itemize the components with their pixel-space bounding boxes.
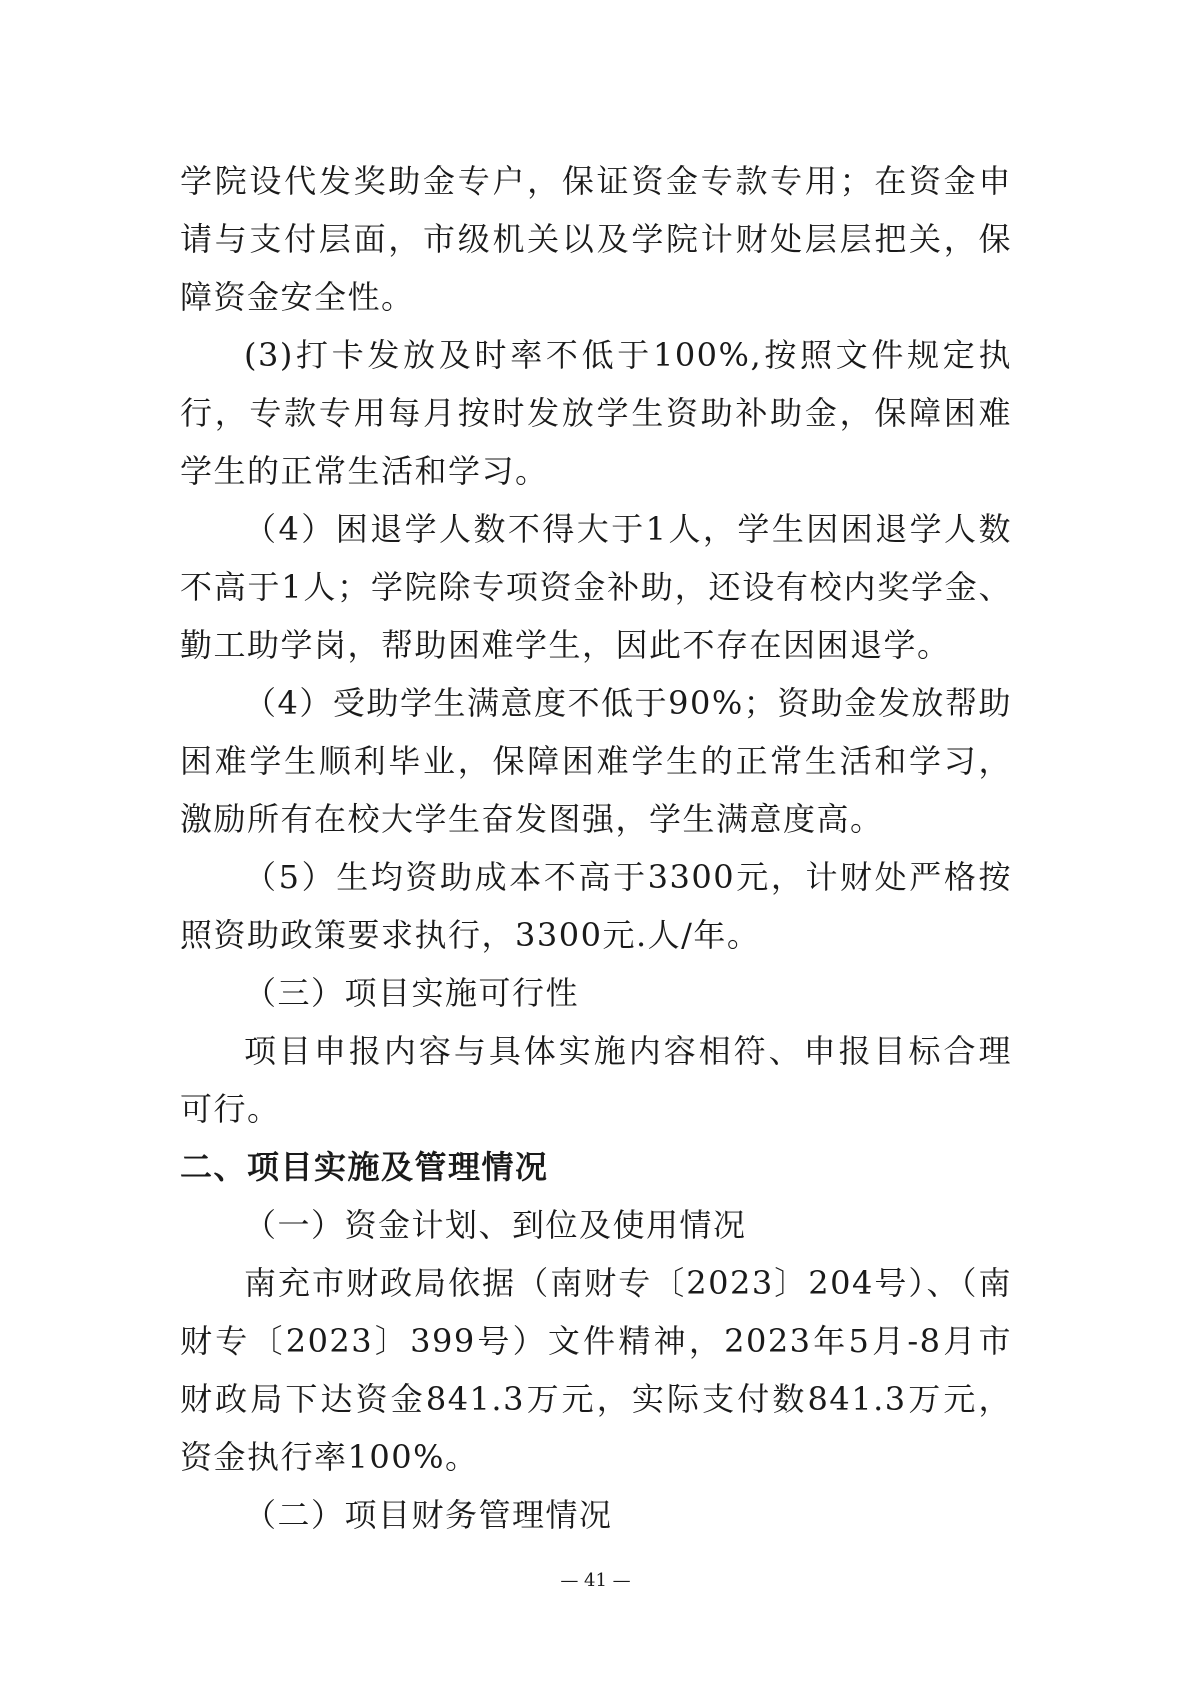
paragraph-item-4a: （4）困退学人数不得大于1人，学生因困退学人数不高于1人；学院除专项资金补助，还设有校内奖学金、勤工助学岗，帮助困难学生，因此不存在因困退学。 [180,510,1012,664]
section-heading: 二、项目实施及管理情况 [180,1148,549,1186]
paragraph-item-3: (3)打卡发放及时率不低于100%,按照文件规定执行，专款专用每月按时发放学生资助补助金，保障困难学生的正常生活和学习。 [180,336,1012,490]
paragraph-item-4b: （4）受助学生满意度不低于90%；资助金发放帮助困难学生顺利毕业，保障困难学生的正常生活和学习，激励所有在校大学生奋发图强，学生满意度高。 [180,684,1012,838]
paragraph-funds: 南充市财政局依据（南财专〔2023〕204号）、（南财专〔2023〕399号）文件精神，2023年5月-8月市财政局下达资金841.3万元，实际支付数841.3万元，资金执行率100%。 [180,1264,1012,1476]
subheading-finance: （二）项目财务管理情况 [244,1496,613,1534]
paragraph-continuation: 学院设代发奖助金专户，保证资金专款专用；在资金申请与支付层面，市级机关以及学院计财处层层把关，保障资金安全性。 [180,162,1012,316]
paragraph-item-5: （5）生均资助成本不高于3300元，计财处严格按照资助政策要求执行，3300元.人/年。 [180,858,1012,954]
document-body [180,152,1012,1544]
subheading-funds: （一）资金计划、到位及使用情况 [244,1206,747,1244]
subheading-feasibility: （三）项目实施可行性 [244,974,580,1012]
paragraph-feasibility: 项目申报内容与具体实施内容相符、申报目标合理可行。 [180,1032,1012,1128]
page-number: — 41 — [560,1570,631,1591]
